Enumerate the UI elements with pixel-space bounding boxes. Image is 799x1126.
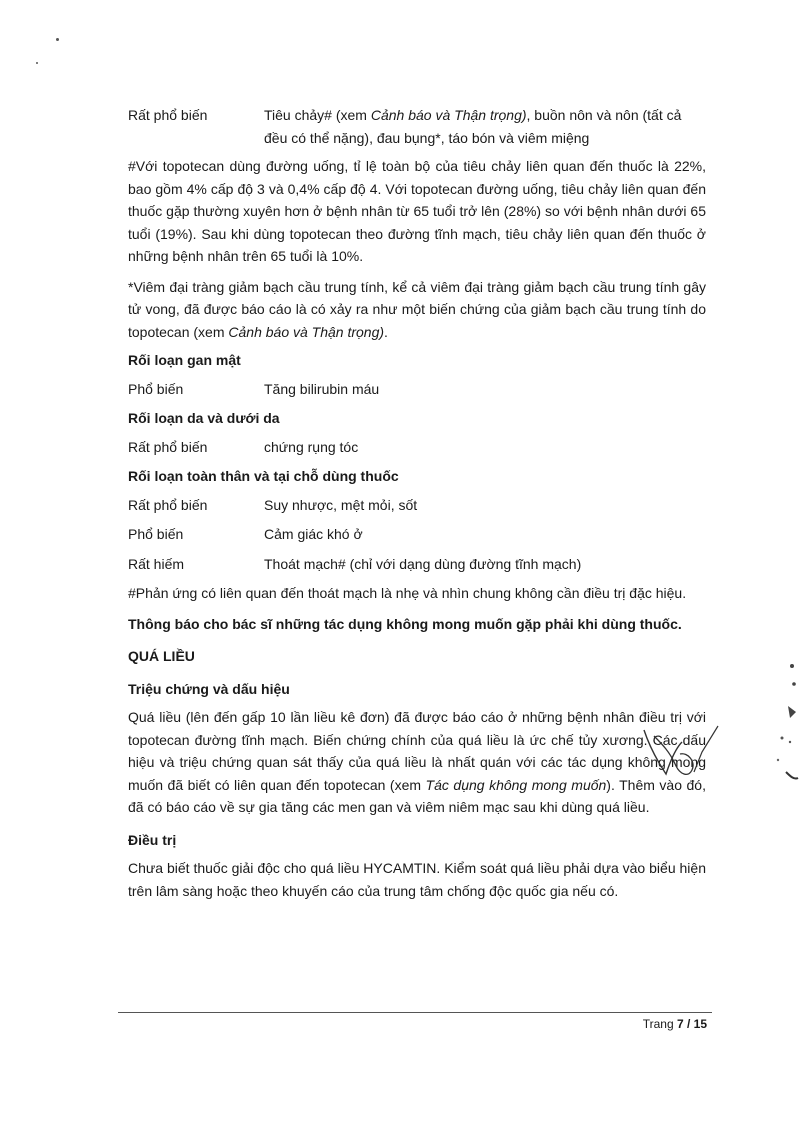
footnote-extravasation: #Phản ứng có liên quan đến thoát mạch là nhẹ và nhìn chung không cần điều trị đặc hiệu. [128,585,687,601]
treatment-text: Chưa biết thuốc giải độc cho quá liều HYCAMTIN. Kiểm soát quá liều phải dựa vào biểu hiện trên lâm sàng hoặc theo khuyến cáo của trung tâm chống độc quốc gia nếu có. [128,860,706,899]
reaction-text: Thoát mạch# (chỉ với dạng dùng đường tĩnh mạch) [264,555,582,572]
reaction-text: Tăng bilirubin máu [264,380,380,397]
reaction-text: chứng rụng tóc [264,438,359,455]
section-title: Rối loạn toàn thân và tại chỗ dùng thuốc [128,468,399,484]
footer-divider [118,1012,712,1013]
frequency-label: Phổ biến [128,526,184,542]
scan-speck [56,38,59,41]
frequency-label: Rất phổ biến [128,496,208,513]
footnote-diarrhea: #Với topotecan dùng đường uống, tỉ lệ toàn bộ của tiêu chảy liên quan đến thuốc là 22%, bao gồm 4% cấp độ 3 và 0,4% cấp độ 4. Với topotecan đường uống, tiêu chảy liên quan đến thuốc gặp thường xuyên hơn ở bệnh nhân từ 65 tuổi trở lên (28%) so với bệnh nhân dưới 65 tuổi (19%). Sau khi dùng topotecan theo đường tĩnh mạch, tiêu chảy liên quan đến thuốc ở những bệnh nhân trên 65 tuổi là 10%. [128,158,706,264]
scan-speck [36,62,38,64]
adverse-row [128,436,706,459]
adverse-row [128,523,706,546]
page-number: Trang 7 / 15 [642,1017,707,1031]
document-content [128,104,706,902]
footnote-colitis: *Viêm đại tràng giảm bạch cầu trung tính, kể cả viêm đại tràng giảm bạch cầu trung tính gây tử vong, đã được báo cáo là có xảy ra như một biến chứng của giảm bạch cầu trung tính do topotecan (xem Cảnh báo và Thận trọng). [128,278,706,340]
overdose-title: QUÁ LIỀU [128,648,195,664]
report-notice: Thông báo cho bác sĩ những tác dụng không mong muốn gặp phải khi dùng thuốc. [128,615,682,632]
reaction-text: Tiêu chảy# (xem Cảnh báo và Thận trọng), buồn nôn và nôn (tất cả đều có thể nặng), đau bụng*, táo bón và viêm miệng [264,107,682,146]
scan-edge-marks [772,660,799,790]
frequency-label: Rất phổ biến [128,107,208,123]
section-title: Rối loạn da và dưới da [128,410,280,426]
frequency-label: Phổ biến [128,380,184,397]
frequency-label: Rất phổ biến [128,438,208,455]
adverse-row-very-common-gi [128,104,706,149]
reaction-text: Cảm giác khó ở [264,526,363,542]
section-skin [128,407,706,458]
adverse-row [128,378,706,401]
adverse-row [128,494,706,517]
section-general [128,465,706,575]
frequency-label: Rất hiếm [128,555,185,572]
handwritten-initial-mark [636,722,726,792]
symptoms-title: Triệu chứng và dấu hiệu [128,680,290,697]
reaction-text: Suy nhược, mệt mỏi, sốt [264,496,418,513]
symptoms-text: Quá liều (lên đến gấp 10 lần liều kê đơn) đã được báo cáo ở những bệnh nhân điều trị với topotecan đường tĩnh mạch. Biến chứng chính của quá liều là ức chế tủy xương. Các dấu hiệu và triệu chứng quan sát thấy của quá liều là nhất quán với các tác dụng không mong muốn đã biết có liên quan đến topotecan (xem Tác dụng không mong muốn). Thêm vào đó, đã có báo cáo về sự gia tăng các men gan và viêm niêm mạc sau khi dùng quá liều. [128,709,706,815]
section-hepatobiliary [128,349,706,400]
section-title: Rối loạn gan mật [128,352,241,368]
treatment-title: Điều trị [128,831,177,848]
adverse-row [128,553,706,576]
